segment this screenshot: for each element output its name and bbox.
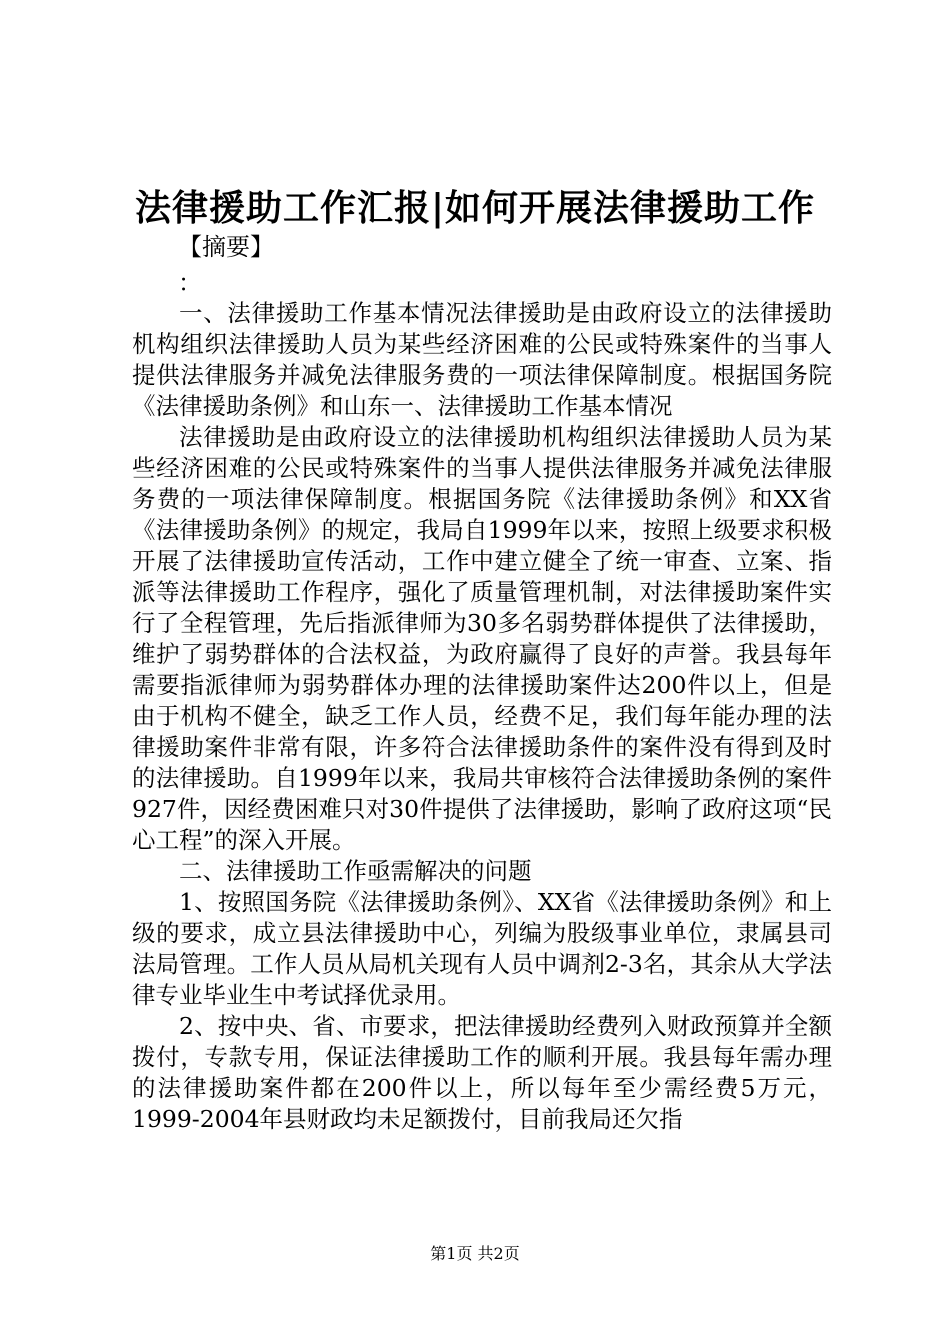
document-body (132, 298, 832, 1135)
abstract-label: 【摘要】 (178, 233, 274, 261)
document-title: 法律援助工作汇报|如何开展法律援助工作 (134, 187, 816, 229)
paragraph: 一、法律援助工作基本情况法律援助是由政府设立的法律援助机构组织法律援助人员为某些经济困难的公民或特殊案件的当事人提供法律服务并减免法律服务费的一项法律保障制度。根据国务院《法律援助条例》和山东一、法律援助工作基本情况 (132, 299, 832, 420)
paragraph: 1、按照国务院《法律援助条例》、XX省《法律援助条例》和上级的要求，成立县法律援助中心，列编为股级事业单位，隶属县司法局管理。工作人员从局机关现有人员中调剂2-3名，其余从大学法律专业毕业生中考试择优录用。 (132, 888, 832, 1009)
paragraph: 2、按中央、省、市要求，把法律援助经费列入财政预算并全额拨付，专款专用，保证法律援助工作的顺利开展。我县每年需办理的法律援助案件都在200件以上，所以每年至少需经费5万元，1999-2004年县财政均未足额拨付，目前我局还欠指 (132, 1012, 832, 1133)
paragraph: 法律援助是由政府设立的法律援助机构组织法律援助人员为某些经济困难的公民或特殊案件的当事人提供法律服务并减免法律服务费的一项法律保障制度。根据国务院《法律援助条例》和XX省《法律援助条例》的规定，我局自1999年以来，按照上级要求积极开展了法律援助宣传活动，工作中建立健全了统一审查、立案、指派等法律援助工作程序，强化了质量管理机制，对法律援助案件实行了全程管理，先后指派律师为30多名弱势群体提供了法律援助，维护了弱势群体的合法权益，为政府赢得了良好的声誉。我县每年需要指派律师为弱势群体办理的法律援助案件达200件以上，但是由于机构不健全，缺乏工作人员，经费不足，我们每年能办理的法律援助案件非常有限，许多符合法律援助条件的案件没有得到及时的法律援助。自1999年以来，我局共审核符合法律援助条例的案件927件，因经费困难只对30件提供了法律援助，影响了政府这项“民心工程”的深入开展。 (132, 423, 832, 854)
abstract-colon: ： (178, 269, 202, 297)
page-footer: 第1页 共2页 (430, 1244, 520, 1263)
section-heading: 二、法律援助工作亟需解决的问题 (179, 857, 532, 885)
